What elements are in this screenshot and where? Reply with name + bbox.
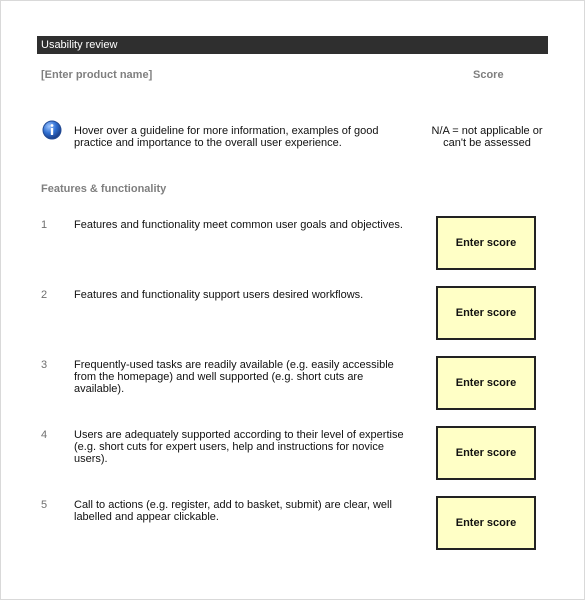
info-icon <box>42 120 62 140</box>
score-input[interactable]: Enter score <box>436 356 536 410</box>
guideline-text: Users are adequately supported according to their level of expertise (e.g. short cuts for expert users, help and instructions for novice users). <box>74 429 404 465</box>
guideline-text: Features and functionality meet common user goals and objectives. <box>74 219 403 231</box>
guideline-text: Call to actions (e.g. register, add to basket, submit) are clear, well labelled and appear clickable. <box>74 499 392 523</box>
item-number: 1 <box>41 219 48 231</box>
score-input[interactable]: Enter score <box>436 216 536 270</box>
guideline-text: Frequently-used tasks are readily available (e.g. easily accessible from the homepage) and well supported (e.g. short cuts are available). <box>74 359 394 395</box>
score-input[interactable]: Enter score <box>436 496 536 550</box>
score-column-header: Score <box>473 69 504 81</box>
title-bar: Usability review <box>37 36 548 54</box>
na-note: N/A = not applicable or can't be assessed <box>431 125 543 149</box>
score-input[interactable]: Enter score <box>436 426 536 480</box>
info-text: Hover over a guideline for more information, examples of good practice and importance to the overall user experience. <box>74 125 379 149</box>
item-number: 5 <box>41 499 48 511</box>
score-input[interactable]: Enter score <box>436 286 536 340</box>
item-number: 2 <box>41 289 48 301</box>
section-title: Features & functionality <box>41 183 167 195</box>
item-number: 4 <box>41 429 48 441</box>
item-number: 3 <box>41 359 48 371</box>
product-name-placeholder[interactable]: [Enter product name] <box>41 69 153 81</box>
guideline-text: Features and functionality support users desired workflows. <box>74 289 364 301</box>
